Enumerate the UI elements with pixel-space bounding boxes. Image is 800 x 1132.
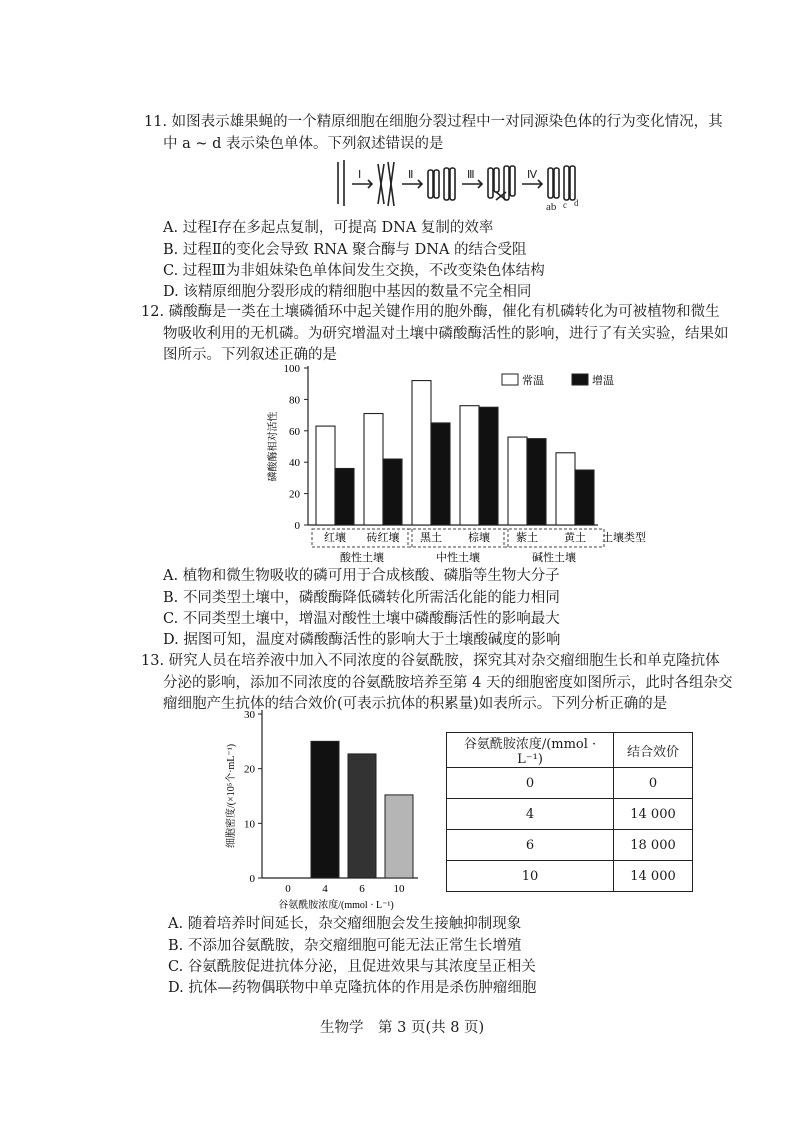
table-header-cell: 结合效价 <box>614 733 693 768</box>
q12-option-c: C. 不同类型土壤中，增温对酸性土壤中磷酸酶活性的影响最大 <box>163 611 560 627</box>
chromatid-d-label: d <box>574 198 579 208</box>
bar-normal-temp <box>556 453 575 525</box>
y-tick-label: 20 <box>244 763 255 776</box>
q11-option-a: A. 过程Ⅰ存在多起点复制，可提高 DNA 复制的效率 <box>163 220 494 236</box>
legend-label-warming: 增温 <box>592 375 614 387</box>
q13-option-d: D. 抗体—药物偶联物中单克隆抗体的作用是杀伤肿瘤细胞 <box>168 980 537 996</box>
q11-stem-line1: 11. 如图表示雄果蝇的一个精原细胞在细胞分裂过程中一对同源染色体的行为变化情况，其 <box>144 114 723 130</box>
q12-option-d: D. 据图可知，温度对磷酸酶活性的影响大于土壤酸碱度的影响 <box>163 632 561 648</box>
table-cell: 0 <box>614 768 693 799</box>
y-tick-label: 80 <box>289 394 300 407</box>
bar-normal-temp <box>460 406 479 525</box>
table-cell: 14 000 <box>614 861 693 892</box>
cell-density-chart <box>222 704 428 912</box>
category-label: 红壤 <box>324 532 346 544</box>
legend-swatch-warming <box>572 374 588 385</box>
soil-group-label: 酸性土壤 <box>340 552 384 564</box>
x-tick-label: 4 <box>322 883 328 895</box>
y-tick-label: 40 <box>289 457 300 470</box>
bar-warming <box>383 459 402 525</box>
bar-cell-density <box>385 795 413 878</box>
q11-option-c: C. 过程Ⅲ为非姐妹染色单体间发生交换，不改变染色体结构 <box>163 263 545 279</box>
bar-warming <box>431 423 450 525</box>
legend-label-normal: 常温 <box>522 375 544 387</box>
q13-stem-line1: 13. 研究人员在培养液中加入不同浓度的谷氨酰胺，探究其对杂交瘤细胞生长和单克隆抗体 <box>141 653 720 669</box>
y-tick-label: 100 <box>283 363 300 375</box>
category-label: 黄土 <box>564 532 586 544</box>
y-tick-label: 0 <box>249 873 255 885</box>
bar-warming <box>575 470 594 525</box>
q11-option-d: D. 该精原细胞分裂形成的精细胞中基因的数量不完全相同 <box>163 284 532 300</box>
y-axis-label: 细胞密度/(×10⁵个·mL⁻¹) <box>226 743 237 849</box>
table-row <box>447 799 693 830</box>
process-III-label: Ⅲ <box>467 169 475 181</box>
q13-option-a: A. 随着培养时间延长，杂交瘤细胞会发生接触抑制现象 <box>168 916 522 932</box>
q12-stem-line1: 12. 磷酸酶是一类在土壤磷循环中起关键作用的胞外酶，催化有机磷转化为可被植物和微生 <box>141 304 720 320</box>
chromatid-c-label: c <box>563 200 567 210</box>
table-cell: 0 <box>447 768 614 799</box>
bar-warming <box>479 407 498 525</box>
legend-swatch-normal <box>502 374 518 385</box>
chromatid-ab-label: ab <box>546 201 557 212</box>
table-cell: 18 000 <box>614 830 693 861</box>
bar-warming <box>335 468 354 525</box>
q12-option-b: B. 不同类型土壤中，磷酸酶降低磷转化所需活化能的能力相同 <box>163 590 560 606</box>
y-tick-label: 20 <box>289 488 300 501</box>
bar-normal-temp <box>316 426 335 525</box>
q11-option-b: B. 过程Ⅱ的变化会导致 RNA 聚合酶与 DNA 的结合受阻 <box>163 242 527 258</box>
q13-stem-line2: 分泌的影响，添加不同浓度的谷氨酰胺培养至第 4 天的细胞密度如图所示，此时各组杂交 <box>163 675 733 691</box>
bar-normal-temp <box>364 414 383 525</box>
q13-option-b: B. 不添加谷氨酰胺，杂交瘤细胞可能无法正常生长增殖 <box>168 938 522 954</box>
x-tick-label: 6 <box>359 883 365 895</box>
q11-chromosome-figure <box>328 156 588 212</box>
y-tick-label: 10 <box>244 818 255 831</box>
bar-cell-density <box>311 741 339 878</box>
process-I-label: Ⅰ <box>358 169 362 181</box>
q11-stem-line2: 中 a ~ d 表示染色单体。下列叙述错误的是 <box>163 136 444 152</box>
process-II-label: Ⅱ <box>408 169 414 181</box>
table-header-cell: 谷氨酰胺浓度/(mmol · L⁻¹) <box>447 733 614 768</box>
table-cell: 6 <box>447 830 614 861</box>
y-tick-label: 30 <box>244 709 255 721</box>
x-axis-label: 土壤类型 <box>602 532 646 544</box>
phosphatase-activity-chart <box>262 360 682 572</box>
antibody-titer-table <box>446 732 693 892</box>
table-row <box>447 830 693 861</box>
soil-group-label: 碱性土壤 <box>532 552 576 564</box>
table-header-row <box>447 733 693 768</box>
table-row <box>447 768 693 799</box>
bar-normal-temp <box>412 381 431 525</box>
q12-stem-line3: 图所示。下列叙述正确的是 <box>163 347 337 363</box>
bar-cell-density <box>348 754 376 878</box>
y-tick-label: 60 <box>289 425 300 438</box>
x-axis-label: 谷氨酰胺浓度/(mmol · L⁻¹) <box>278 900 394 911</box>
y-tick-label: 0 <box>294 520 300 532</box>
table-cell: 4 <box>447 799 614 830</box>
table-row <box>447 861 693 892</box>
x-tick-label: 10 <box>393 883 405 895</box>
bar-warming <box>527 439 546 525</box>
x-tick-label: 0 <box>285 883 291 895</box>
category-label: 黑土 <box>420 532 442 544</box>
category-label: 棕壤 <box>468 532 490 544</box>
soil-group-label: 中性土壤 <box>436 552 480 564</box>
process-IV-label: Ⅳ <box>527 169 538 181</box>
table-cell: 10 <box>447 861 614 892</box>
q12-option-a: A. 植物和微生物吸收的磷可用于合成核酸、磷脂等生物大分子 <box>163 568 560 584</box>
q13-option-c: C. 谷氨酰胺促进抗体分泌，且促进效果与其浓度呈正相关 <box>168 959 536 975</box>
table-cell: 14 000 <box>614 799 693 830</box>
y-axis-label: 磷酸酶相对活性 <box>268 411 279 482</box>
q13-stem-line3: 瘤细胞产生抗体的结合效价(可表示抗体的积累量)如表所示。下列分析正确的是 <box>163 696 668 712</box>
q12-stem-line2: 物吸收利用的无机磷。为研究增温对土壤中磷酸酶活性的影响，进行了有关实验，结果如 <box>163 326 729 342</box>
bar-normal-temp <box>508 437 527 525</box>
page-footer: 生物学 第 3 页(共 8 页) <box>320 1020 485 1036</box>
category-label: 紫土 <box>516 532 538 544</box>
category-label: 砖红壤 <box>366 532 400 544</box>
